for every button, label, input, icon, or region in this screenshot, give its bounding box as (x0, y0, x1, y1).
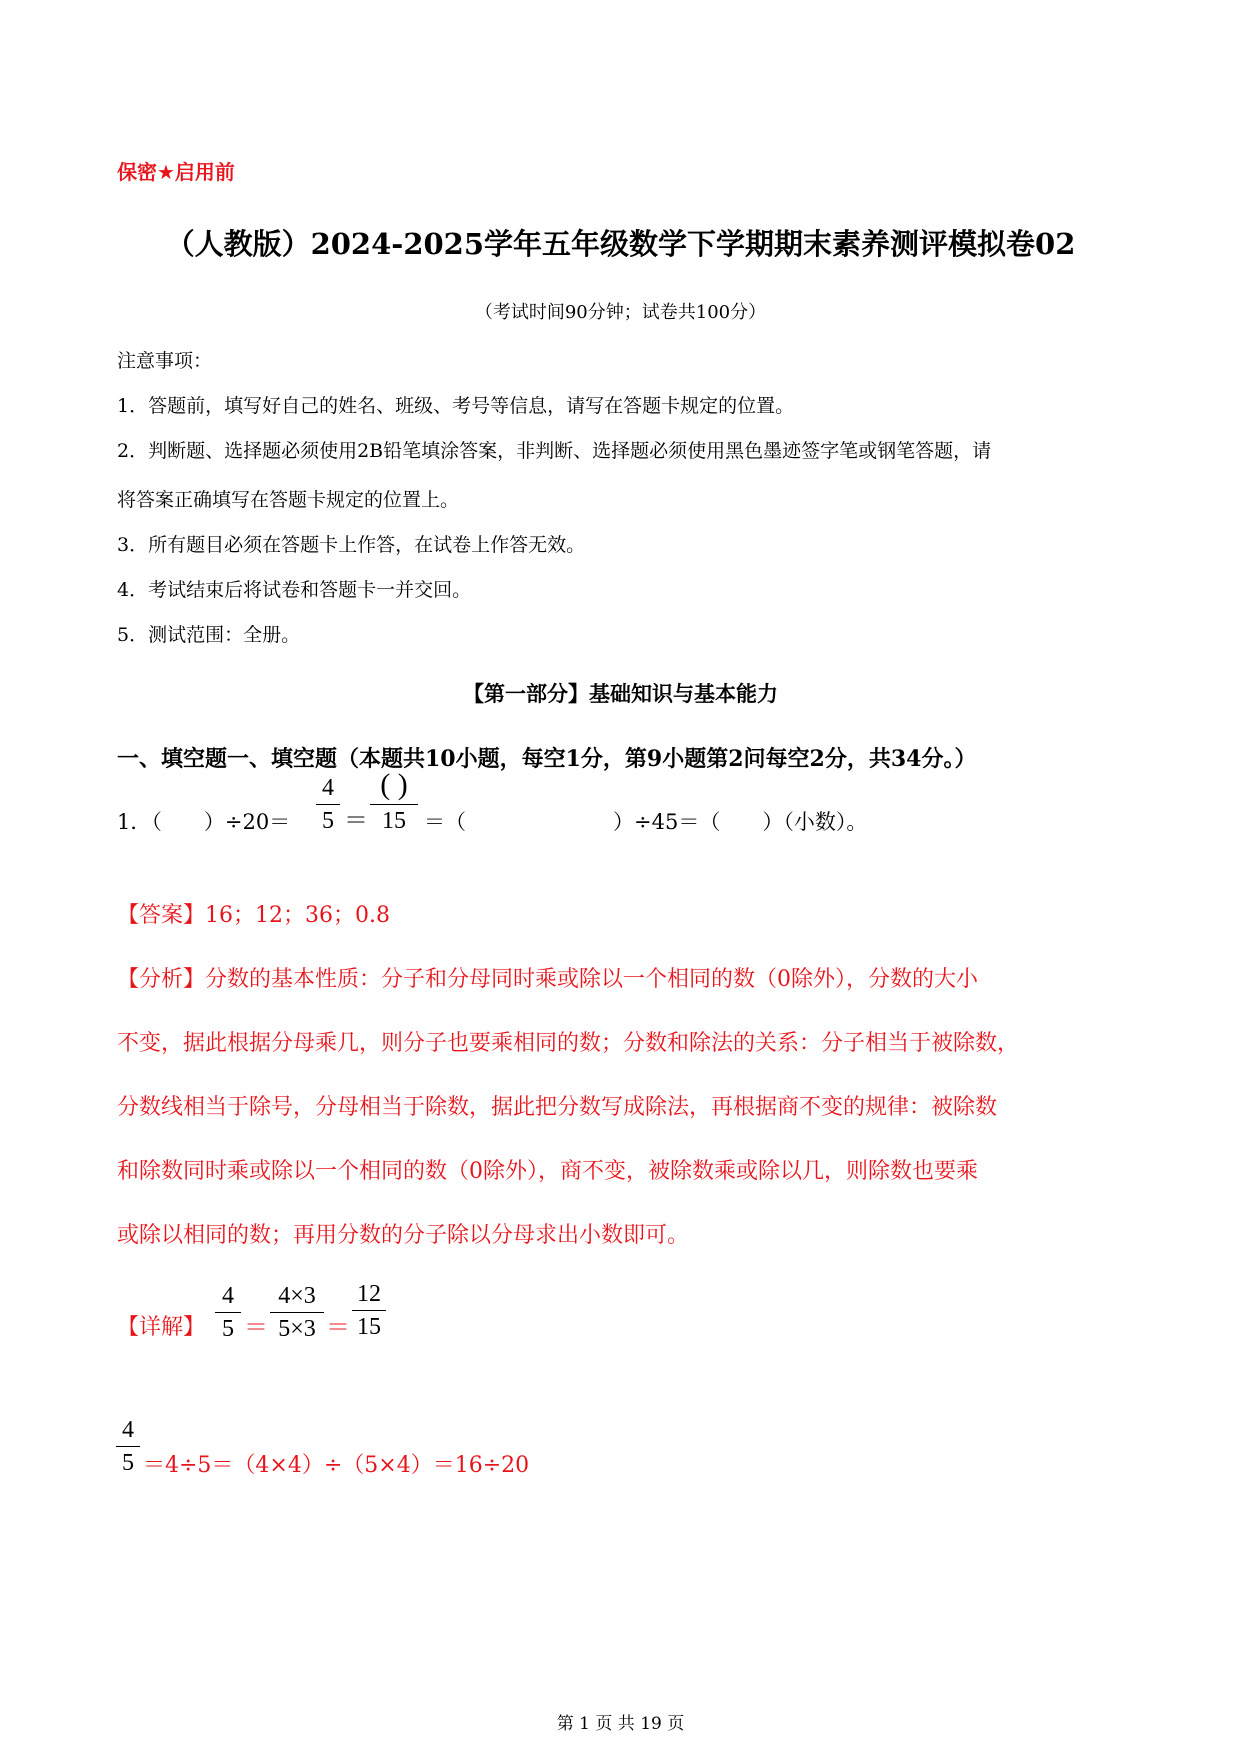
exam-subtitle: （考试时间90分钟；试卷共100分） (474, 302, 767, 323)
analysis-line: 或除以相同的数；再用分数的分子除以分母求出小数即可。 (117, 1223, 690, 1248)
equals-sign: ＝ (344, 806, 368, 834)
fraction-numerator: 4 (322, 775, 334, 801)
fraction-bar (215, 1312, 241, 1313)
equals-sign: ＝ (244, 1313, 268, 1341)
question-1-fraction-2 (370, 770, 418, 833)
question-1-suffix: ＝（ ）÷45＝（ ）（小数）。 (424, 810, 868, 834)
confidential-label: 保密★启用前 (117, 160, 235, 184)
detail-fraction-3 (352, 1282, 386, 1339)
note-item: 3．所有题目必须在答题卡上作答，在试卷上作答无效。 (117, 534, 586, 556)
fraction-denominator: 5 (122, 1450, 134, 1476)
fraction-numerator: 4 (122, 1417, 134, 1443)
fraction-numerator-blank: ( ) (380, 768, 408, 801)
fraction-numerator: 4×3 (278, 1283, 316, 1309)
equals-sign: ＝ (326, 1313, 350, 1341)
fraction-numerator: 12 (357, 1281, 381, 1307)
fraction-bar (370, 804, 418, 805)
analysis-line: 分数线相当于除号，分母相当于除数，据此把分数写成除法，再根据商不变的规律：被除数 (117, 1095, 998, 1120)
answer-line: 【答案】16；12；36；0.8 (117, 903, 390, 928)
fraction-bar (352, 1310, 386, 1311)
analysis-line: 不变，据此根据分母乘几，则分子也要乘相同的数；分数和除法的关系：分子相当于被除数， (117, 1031, 1020, 1056)
note-item: 2．判断题、选择题必须使用2B铅笔填涂答案，非判断、选择题必须使用黑色墨迹签字笔或钢笔答题，请 (117, 440, 992, 462)
part-title: 【第一部分】基础知识与基本能力 (463, 682, 778, 706)
analysis-line: 和除数同时乘或除以一个相同的数（0除外），商不变，被除数乘或除以几，则除数也要乘 (117, 1159, 979, 1184)
detail-fraction-1 (215, 1284, 241, 1341)
note-item: 4．考试结束后将试卷和答题卡一并交回。 (117, 579, 472, 601)
detail-fraction (116, 1418, 140, 1475)
section-title: 一、填空题一、填空题（本题共10小题，每空1分，第9小题第2问每空2分，共34分。） (117, 746, 977, 772)
question-1-prefix: 1．（ ）÷20＝ (117, 810, 291, 834)
fraction-denominator: 5 (222, 1316, 234, 1342)
analysis-line: 【分析】分数的基本性质：分子和分母同时乘或除以一个相同的数（0除外），分数的大小 (117, 967, 979, 992)
fraction-denominator: 15 (382, 808, 406, 834)
fraction-denominator: 15 (357, 1314, 381, 1340)
note-item: 将答案正确填写在答题卡规定的位置上。 (117, 489, 460, 511)
fraction-denominator: 5 (322, 808, 334, 834)
notes-heading: 注意事项： (117, 350, 213, 372)
question-1-fraction-1 (316, 776, 340, 833)
exam-title: （人教版）2024-2025学年五年级数学下学期期末素养测评模拟卷02 (165, 227, 1076, 261)
detail-expression: ＝4÷5＝（4×4）÷（5×4）＝16÷20 (143, 1453, 530, 1478)
detail-label: 【详解】 (117, 1315, 206, 1340)
fraction-numerator: 4 (222, 1283, 234, 1309)
fraction-bar (316, 804, 340, 805)
fraction-bar (116, 1446, 140, 1447)
fraction-denominator: 5×3 (278, 1316, 316, 1342)
detail-fraction-2 (270, 1284, 324, 1341)
note-item: 1．答题前，填写好自己的姓名、班级、考号等信息，请写在答题卡规定的位置。 (117, 395, 795, 417)
page-footer: 第 1 页 共 19 页 (556, 1714, 685, 1734)
note-item: 5．测试范围：全册。 (117, 624, 301, 646)
fraction-bar (270, 1312, 324, 1313)
